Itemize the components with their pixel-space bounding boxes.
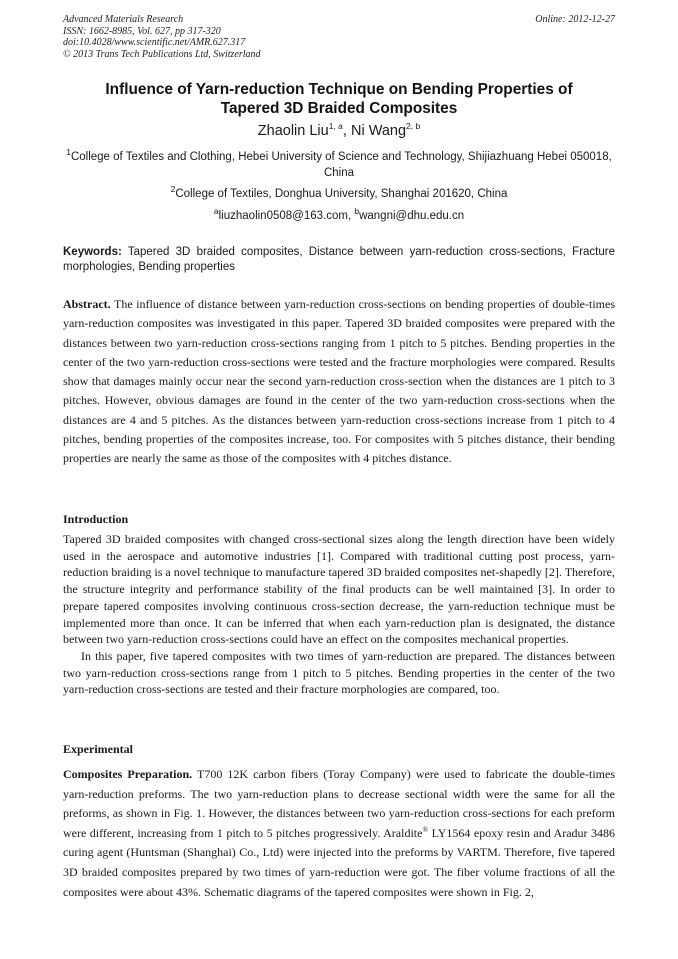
journal-header xyxy=(63,14,615,60)
author-separator: , xyxy=(342,123,351,139)
author-2: Ni Wang xyxy=(350,123,407,139)
author-emails xyxy=(63,208,615,224)
introduction-body xyxy=(63,531,615,698)
affiliation-2-text: College of Textiles, Donghua University, Shanghai 201620, China xyxy=(175,188,508,200)
affiliation-1-mark: 1 xyxy=(66,147,71,158)
email-a[interactable]: liuzhaolin0508@163.com, xyxy=(218,210,355,222)
email-b-mark: b xyxy=(354,206,360,217)
author-2-affiliation-mark: 2, b xyxy=(406,121,421,132)
paper-title xyxy=(63,80,615,118)
affiliation-2-mark: 2 xyxy=(170,184,176,195)
author-1-affiliation-mark: 1, a xyxy=(328,121,343,132)
author-1: Zhaolin Liu xyxy=(257,123,329,139)
experimental-text-1: T700 12K carbon fibers (Toray Company) were used to fabricate the double-times yarn-reduction preforms. The two yarn-reduction plans to decrease sectional width were the same for all the preforms, as shown in Fig. 1. However, the distances between two yarn-reduction cross-sections for each preform were different, increasing from 1 pitch to 5 pitches progressively. Araldite xyxy=(63,767,615,840)
registered-mark: ® xyxy=(422,824,429,834)
journal-issn: ISSN: 1662-8985, Vol. 627, pp 317-320 xyxy=(63,25,221,37)
experimental-heading: Experimental xyxy=(63,742,133,756)
affiliation-2 xyxy=(63,186,615,202)
abstract xyxy=(63,295,615,469)
experimental-body xyxy=(63,765,615,902)
author-list xyxy=(63,122,615,140)
email-a-mark: a xyxy=(213,206,219,217)
paper-title-line-2: Tapered 3D Braided Composites xyxy=(220,100,458,117)
keywords-label: Keywords: xyxy=(63,246,122,258)
journal-doi: doi:10.4028/www.scientific.net/AMR.627.317 xyxy=(63,37,246,48)
experimental-text-2: LY1564 epoxy resin and Aradur 3486 curing agent (Huntsman (Shanghai) Co., Ltd) were injected into the preforms by VARTM. Therefore, five tapered 3D braided composites prepared by two times of yarn-reduction were got. The fiber volume fractions of all the composites were about 43%. Schematic diagrams of the tapered composites were shown in Fig. 2, xyxy=(63,825,615,899)
keywords-text: Tapered 3D braided composites, Distance between yarn-reduction cross-sections, Fracture morphologies, Bending properties xyxy=(63,246,615,273)
journal-name: Advanced Materials Research xyxy=(63,14,184,25)
introduction-paragraph-2: In this paper, five tapered composites with two times of yarn-reduction are prepared. The distances between two yarn-reduction cross-sections range from 1 pitch to 5 pitches. Bending properties in the center of the two yarn-reduction cross-sections are tested and their fracture morphologies are compared, too. xyxy=(63,648,615,697)
journal-copyright: © 2013 Trans Tech Publications Ltd, Switzerland xyxy=(63,48,261,60)
paper-title-line-1: Influence of Yarn-reduction Technique on Bending Properties of xyxy=(105,81,573,98)
online-date: Online: 2012-12-27 xyxy=(535,14,615,25)
keywords xyxy=(63,245,615,275)
abstract-text: The influence of distance between yarn-reduction cross-sections on bending properties of double-times yarn-reduction composites was investigated in this paper. Tapered 3D braided composites were prepared with the distances between two yarn-reduction cross-sections ranging from 1 pitch to 5 pitches. Bending properties in the center of the two yarn-reduction cross-sections were tested and the fracture morphologies were compared. Results show that damages mainly occur near the second yarn-reduction cross-section when the distances are 1 pitch to 3 pitches. However, obvious damages are found in the center of the two yarn-reduction cross-sections when the distances are 4 and 5 pitches. As the distances between yarn-reduction cross-sections increase from 1 pitch to 4 pitches, bending properties of the composites increase, too. For composites with 5 pitches distance, their bending properties are nearly the same as those of the composites with 4 pitches distance. xyxy=(63,297,615,466)
introduction-heading: Introduction xyxy=(63,512,129,526)
affiliation-1-text: College of Textiles and Clothing, Hebei University of Science and Technology, Shijiazhuang Hebei 050018, China xyxy=(70,151,612,179)
affiliation-1 xyxy=(63,149,615,181)
introduction-paragraph-1: Tapered 3D braided composites with changed cross-sectional sizes along the length direction have been widely used in the aerospace and automotive industries [1]. Compared with traditional cutting post process, yarn-reduction braiding is a novel technique to manufacture tapered 3D braided composites net-shapedly [2]. Therefore, the structure integrity and performance stability of the final products can be well maintained [3]. In order to prepare tapered composites involving continuous cross-section decrease, the yarn-reduction technique must be implemented more than once. It can be inferred that when each yarn-reduction plan is designated, the distance between two yarn-reduction cross-sections could have an effect on the composites mechanical properties. xyxy=(63,532,615,647)
abstract-label: Abstract. xyxy=(63,297,111,311)
email-b[interactable]: wangni@dhu.edu.cn xyxy=(359,210,465,222)
composites-preparation-label: Composites Preparation. xyxy=(63,767,193,781)
